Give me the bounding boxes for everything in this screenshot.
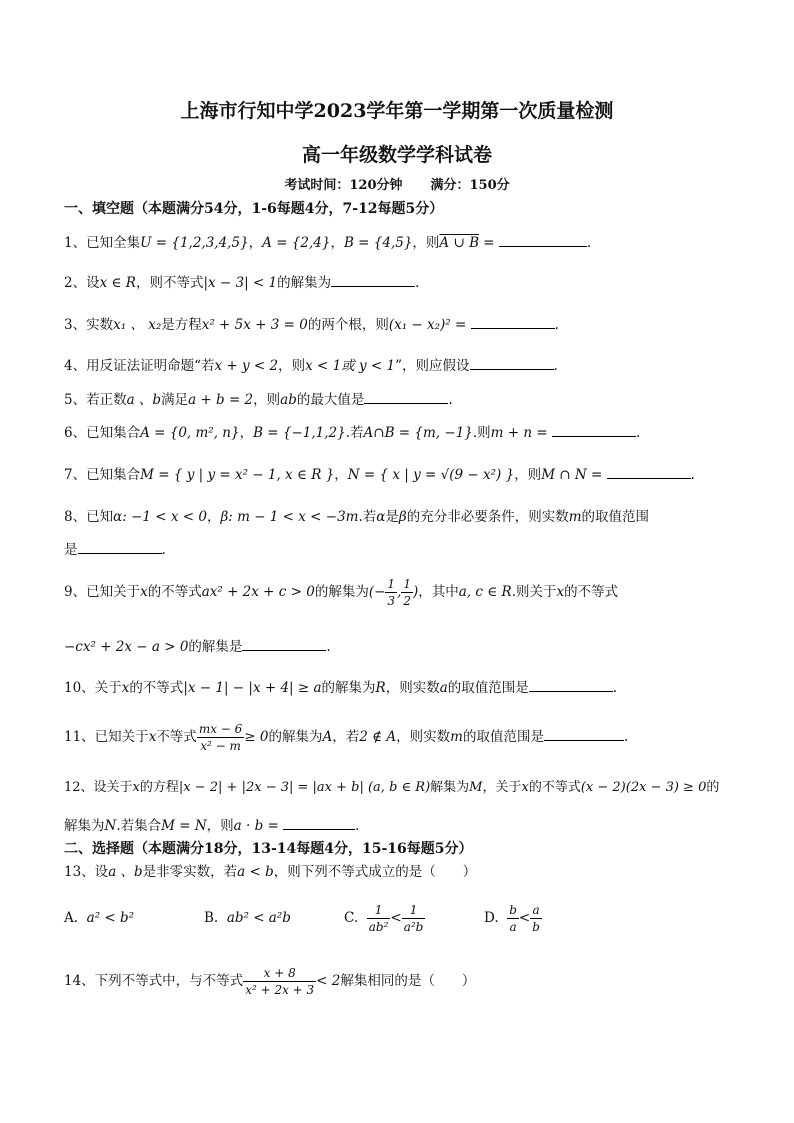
q8-beta-ref: β — [398, 509, 407, 525]
q2-text: ，则不等式 — [135, 275, 204, 291]
q9-text: 的不等式 — [147, 584, 202, 600]
frac-den: b — [532, 920, 540, 934]
q4-text: 4、用反证法证明命题“若 — [64, 358, 215, 374]
q5-text: 的最大值是 — [296, 392, 365, 408]
q10-text: 10、关于 — [64, 680, 122, 696]
option-d-label: D. — [484, 910, 499, 926]
q9-text: 9、已知关于 — [64, 584, 141, 600]
q3-text: 是方程 — [161, 317, 202, 333]
q12-text: 的 — [706, 780, 720, 795]
q14-text: 14、下列不等式中，与不等式 — [64, 973, 244, 989]
q7-expr: M ∩ N = — [541, 467, 603, 483]
q9-text: 的解集为 — [314, 584, 369, 600]
question-13 — [64, 862, 476, 882]
option-c[interactable] — [344, 900, 484, 936]
q1-text: 1、已知全集 — [64, 235, 141, 251]
q7-text: ，则 — [514, 467, 542, 483]
q14-frac — [243, 965, 316, 998]
q12-text: 12、设关于 — [64, 780, 133, 795]
q6-text: .则 — [472, 425, 491, 441]
q8-var: m — [568, 509, 582, 525]
q8-alpha: α: −1 < x < 0 — [113, 509, 207, 525]
q9-text: 的不等式 — [564, 584, 619, 600]
q11-set: A — [322, 729, 333, 745]
q12-text: 的不等式 — [528, 780, 581, 795]
q12-text: ，则 — [206, 818, 234, 834]
q6-sep: ， — [239, 425, 254, 441]
frac-den: a — [509, 920, 517, 934]
option-d-frac — [507, 902, 519, 935]
q13-vars: a 、b — [108, 864, 143, 880]
q9-var: x — [556, 584, 565, 600]
q10-text: 的解集为 — [321, 680, 376, 696]
q1-eq: = — [479, 235, 499, 251]
section2-heading: 二、选择题（本题满分18分，13-14每题4分，15-16每题5分） — [64, 841, 473, 857]
option-b-expr: ab² < a²b — [226, 910, 291, 926]
q11-text: 不等式 — [156, 729, 197, 745]
q12-ineq: (x − 2)(2x − 3) ≥ 0 — [580, 780, 707, 795]
q11-frac-den: x² − m — [200, 739, 241, 753]
question-14 — [64, 962, 475, 1000]
q11-text: 的解集为 — [268, 729, 323, 745]
q12-equation: |x − 2| + |2x − 3| = |ax + b| (a, b ∈ R) — [178, 780, 431, 795]
exam-score: 满分：150分 — [430, 178, 510, 193]
q8-text: 是 — [385, 509, 399, 525]
q8-text: 8、已知 — [64, 509, 114, 525]
option-a-expr: a² < b² — [86, 910, 135, 926]
q10-var: x — [121, 680, 130, 696]
answer-blank[interactable] — [529, 677, 613, 692]
q4-text: ，则 — [278, 358, 306, 374]
q14-frac-den: x² + 2x + 3 — [245, 983, 315, 997]
answer-blank[interactable] — [499, 232, 587, 247]
question-10: 10、关于x的不等式|x − 1| − |x + 4| ≥ a的解集为R，则实数a的取值范围是 . — [64, 677, 617, 698]
exam-subtitle: 高一年级数学学科试卷 — [301, 144, 492, 166]
q11-ge: ≥ 0 — [244, 729, 269, 745]
question-9 — [64, 575, 618, 609]
answer-blank[interactable] — [471, 314, 555, 329]
q10-var: a — [439, 680, 448, 696]
q1-sep: ， — [330, 235, 344, 251]
frac-num: a — [530, 902, 542, 919]
q5-text: 满足 — [161, 392, 189, 408]
option-c-label: C. — [344, 910, 359, 926]
frac-den: a²b — [403, 920, 424, 934]
q2-ineq: |x − 3| < 1 — [203, 275, 278, 291]
q2-text: 2、设 — [64, 275, 100, 291]
q9-interval: , — [397, 584, 402, 600]
question-3: 3、实数x₁ 、 x₂是方程x² + 5x + 3 = 0的两个根，则(x₁ − x₂)² = . — [64, 314, 559, 335]
q13-cond: a < b — [237, 864, 274, 880]
option-b-label: B. — [204, 910, 219, 926]
option-d[interactable] — [484, 900, 624, 936]
q7-set-n: N = { x | y = √(9 − x²) } — [347, 467, 515, 483]
q9-frac-den: 3 — [387, 594, 396, 608]
q8-text: 的充分非必要条件，则实数 — [406, 509, 569, 525]
q11-text: 的取值范围是 — [462, 729, 544, 745]
q7-text: 7、已知集合 — [64, 467, 141, 483]
q10-ineq: |x − 1| − |x + 4| ≥ a — [183, 680, 322, 696]
answer-blank[interactable] — [607, 464, 691, 479]
q13-text: ，则下列不等式成立的是（ ） — [273, 864, 477, 880]
q12-text: 的方程 — [139, 780, 179, 795]
q10-text: 的取值范围是 — [447, 680, 529, 696]
answer-blank[interactable] — [552, 422, 636, 437]
q1-text: ，则 — [412, 235, 440, 251]
question-11: 11、已知关于x不等式 $\frac{mx - 6}{\text{x² − m}}$ ≥ 0的解集为A，若2 ∉ A，则实数m的取值范围是 . — [64, 722, 629, 753]
question-8 — [64, 507, 649, 527]
q9-frac-den: 2 — [403, 594, 411, 608]
q11-frac-num: mx − 6 — [198, 722, 243, 736]
frac-num: b — [509, 903, 517, 917]
q7-set-m: M = { y | y = x² − 1, x ∈ R } — [140, 467, 335, 483]
q9-interval: ) — [413, 584, 419, 600]
q6-set-b: B = {−1,1,2} — [253, 425, 346, 441]
q3-vars: x₁ 、 x₂ — [113, 317, 162, 333]
q9-ineq: ax² + 2x + c > 0 — [201, 584, 315, 600]
q3-text: 的两个根，则 — [307, 317, 389, 333]
q9-text: 的解集是 — [188, 639, 243, 655]
question-1: 1、已知全集U = {1,2,3,4,5}，A = {2,4}，B = {4,5}，则A ∪ B = . — [64, 232, 591, 253]
q1-sep: ， — [248, 235, 263, 251]
q1-set-u: U = {1,2,3,4,5} — [140, 235, 249, 251]
q10-text: ，则实数 — [385, 680, 440, 696]
option-c-frac — [367, 902, 391, 935]
q1-expr: A ∪ B — [439, 235, 479, 251]
q4-text: ”，则应假设 — [395, 358, 470, 374]
lt-sign: < — [390, 910, 402, 926]
question-8-line2: 是 . — [64, 539, 166, 560]
q14-text: 解集相同的是（ ） — [340, 973, 476, 989]
q5-text: 5、若正数 — [64, 392, 127, 408]
option-a-label: A. — [64, 910, 79, 926]
q1-set-b: B = {4,5} — [343, 235, 413, 251]
q11-var: m — [450, 729, 463, 745]
q9-text: ，其中 — [418, 584, 459, 600]
question-12-line2: 解集为N.若集合M = N，则a · b = . — [64, 815, 359, 836]
answer-blank[interactable] — [242, 636, 326, 651]
exam-time: 考试时间：120分钟 — [284, 178, 403, 193]
q9-frac-num: 1 — [387, 577, 396, 591]
option-c-frac — [402, 902, 426, 935]
q8-text: 是 — [64, 542, 78, 558]
question-2: 2、设x ∈ R，则不等式|x − 3| < 1的解集为 . — [64, 272, 419, 293]
q8-beta: β: m − 1 < x < −3m — [220, 509, 359, 525]
q7-sep: ， — [334, 467, 348, 483]
q14-lt: < 2 — [316, 973, 341, 989]
q6-set-a: A = {0, m², n} — [140, 425, 240, 441]
q11-var: x — [148, 729, 157, 745]
q2-text: 的解集为 — [277, 275, 332, 291]
q6-intersection: A∩B = {m, −1} — [363, 425, 473, 441]
q13-text: 13、设 — [64, 864, 109, 880]
q12-text: 解集为 — [430, 780, 470, 795]
q3-expr: (x₁ − x₂)² = — [388, 317, 467, 333]
q12-set-m: M — [469, 780, 483, 795]
q9-frac — [385, 576, 397, 609]
q12-text: 解集为 — [64, 818, 105, 834]
frac-den: ab² — [368, 920, 389, 934]
answer-blank[interactable] — [364, 389, 448, 404]
exam-title: 上海市行知中学2023学年第一学期第一次质量检测 — [180, 100, 614, 122]
exam-info — [0, 174, 794, 193]
answer-blank[interactable] — [283, 815, 355, 830]
q12-cond: M = N — [161, 818, 207, 834]
question-7: 7、已知集合M = { y | y = x² − 1, x ∈ R }，N = { x | y = √(9 − x²) }，则M ∩ N = . — [64, 464, 695, 485]
q8-text: 的取值范围 — [581, 509, 650, 525]
q4-concl: x < 1或 y < 1 — [305, 358, 396, 374]
q9-frac-num: 1 — [403, 577, 411, 591]
q5-cond: a + b = 2 — [188, 392, 254, 408]
q11-text: ，则实数 — [396, 729, 451, 745]
answer-blank[interactable] — [331, 272, 415, 287]
q9-cond: a, c ∈ R — [458, 584, 512, 600]
q8-text: .若 — [358, 509, 377, 525]
q14-frac-num: x + 8 — [243, 965, 316, 982]
q6-text: 6、已知集合 — [64, 425, 141, 441]
q5-vars: a 、b — [126, 392, 162, 408]
frac-num: 1 — [367, 902, 391, 919]
q3-equation: x² + 5x + 3 = 0 — [201, 317, 308, 333]
q11-text: 11、已知关于 — [64, 729, 149, 745]
question-13-options — [64, 900, 624, 936]
option-d-frac — [530, 902, 542, 935]
q8-sep: ， — [206, 509, 221, 525]
question-6: 6、已知集合A = {0, m², n}，B = {−1,1,2}.若A∩B = {m, −1}.则m + n = . — [64, 422, 640, 443]
q13-text: 是非零实数，若 — [142, 864, 238, 880]
section1-heading: 一、填空题（本题满分54分，1-6每题4分，7-12每题5分） — [64, 201, 444, 217]
option-b[interactable] — [204, 900, 344, 936]
q3-text: 3、实数 — [64, 317, 114, 333]
answer-blank[interactable] — [78, 539, 162, 554]
q9-interval: (− — [368, 584, 386, 600]
q10-set: R — [375, 680, 386, 696]
q12-text: ，关于 — [482, 780, 522, 795]
q6-expr: m + n = — [490, 425, 548, 441]
q5-text: ，则 — [253, 392, 281, 408]
q6-text: .若 — [345, 425, 364, 441]
q12-text: .若集合 — [116, 818, 162, 834]
q12-var: x — [521, 780, 529, 795]
q12-set-n: N — [104, 818, 117, 834]
q10-text: 的不等式 — [129, 680, 184, 696]
q9-text: .则关于 — [511, 584, 557, 600]
q4-cond: x + y < 2 — [214, 358, 279, 374]
q8-alpha-ref: α — [376, 509, 386, 525]
q11-cond: 2 ∉ A — [359, 729, 397, 745]
question-9-line2: −cx² + 2x − a > 0的解集是 . — [64, 636, 331, 657]
q9-ineq2: −cx² + 2x − a > 0 — [64, 639, 189, 655]
q11-frac — [197, 721, 244, 754]
q12-var: x — [132, 780, 140, 795]
q1-set-a: A = {2,4} — [262, 235, 331, 251]
q9-var: x — [140, 584, 148, 600]
answer-blank[interactable] — [470, 355, 554, 370]
option-a[interactable] — [64, 900, 204, 936]
question-12 — [64, 778, 719, 798]
question-4: 4、用反证法证明命题“若x + y < 2，则x < 1或 y < 1”，则应假设 . — [64, 355, 558, 376]
q12-expr: a · b = — [233, 818, 279, 834]
answer-blank[interactable] — [544, 726, 624, 741]
frac-num: 1 — [402, 902, 426, 919]
q2-cond: x ∈ R — [99, 275, 136, 291]
lt-sign: < — [518, 910, 531, 926]
question-5: 5、若正数a 、b满足a + b = 2，则ab的最大值是 . — [64, 389, 453, 410]
q5-expr: ab — [280, 392, 297, 408]
q9-frac — [401, 576, 413, 609]
q11-text: ，若 — [332, 729, 360, 745]
